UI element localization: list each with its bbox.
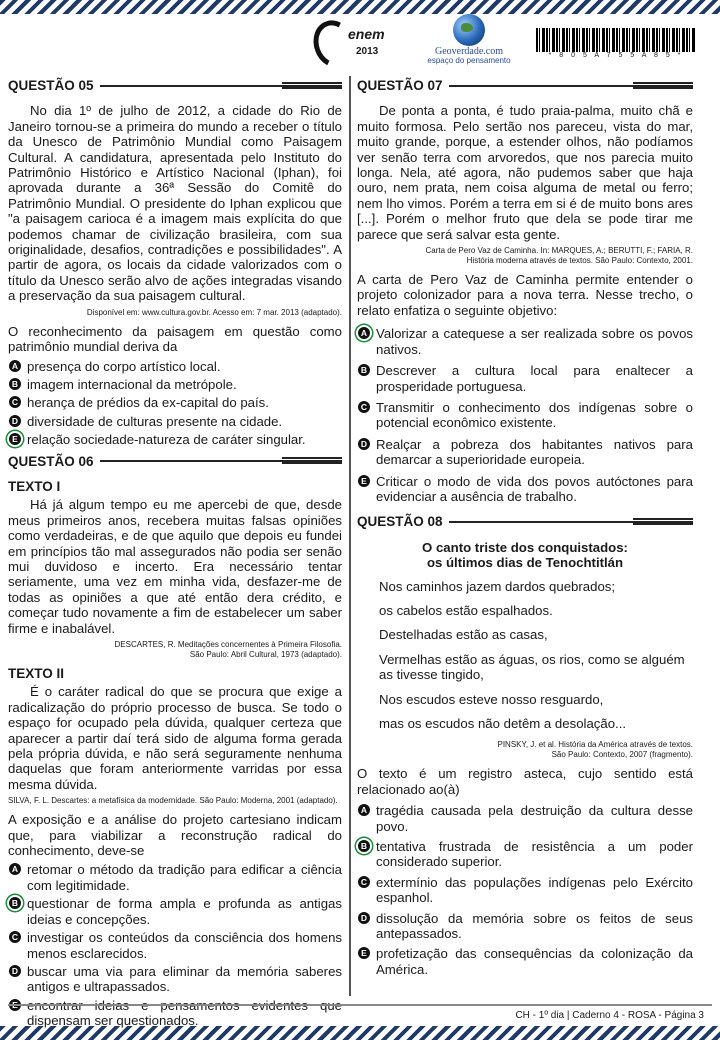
barcode [536, 28, 696, 52]
option-b[interactable] [357, 839, 693, 870]
option-d[interactable] [8, 414, 342, 429]
option-text: tentativa frustrada de resistência a um poder considerado superior. [376, 839, 693, 870]
option-text: herança de prédios da ex-capital do país. [27, 395, 269, 411]
poem-line: os cabelos estão espalhados. [379, 602, 553, 618]
logo-word: enem [348, 26, 385, 42]
option-text: tragédia causada pela destruição da cultura desse povo. [376, 803, 693, 834]
page-footer: CH - 1º dia | Caderno 4 - ROSA - Página 3 [515, 1010, 704, 1021]
option-b[interactable] [8, 377, 342, 392]
option-text: Transmitir o conhecimento dos indígenas sobre o potencial econômico existente. [376, 399, 693, 431]
option-letter-marked: B [9, 897, 21, 909]
question-number: QUESTÃO 05 [8, 78, 94, 93]
question-07-stem: A carta de Pero Vaz de Caminha permite entender o projeto colonizador para a nova terra. Nesse trecho, o relato enfatiza o seguinte objetivo: [357, 272, 693, 318]
question-number: QUESTÃO 07 [357, 78, 443, 93]
option-text: relação sociedade-natureza de caráter singular. [27, 432, 306, 448]
option-d[interactable] [357, 911, 693, 942]
watermark-site: Geoverdade.com [434, 46, 504, 57]
option-a[interactable] [8, 862, 342, 893]
column-divider [349, 76, 351, 996]
question-07-heading [357, 78, 693, 93]
option-text: Realçar a pobreza dos habitantes nativos para demarcar a superioridade europeia. [376, 436, 693, 468]
texto-2: É o caráter radical do que se procura que exige a radicalização do próprio processo de busca. Se todo o espaço for ocupado pela dúvida, qualquer certeza que aparecer a partir daí terá sido de alguma forma gerada pela própria dúvida, e não será seguramente nenhuma daquelas que foram anteriormente varridas por essa mesma dúvida. [8, 684, 342, 792]
footer-rule [8, 1004, 712, 1006]
heading-rule [100, 460, 342, 462]
question-number: QUESTÃO 08 [357, 514, 443, 530]
option-letter: C [9, 931, 21, 943]
option-letter: E [358, 947, 370, 959]
option-c[interactable] [357, 400, 693, 431]
question-08-heading [357, 514, 693, 529]
option-text: Criticar o modo de vida dos povos autóctones para evidenciar a ausência de trabalho. [376, 473, 693, 504]
option-letter: D [9, 415, 21, 427]
option-text: retomar o método da tradição para edificar a ciência com legitimidade. [27, 862, 342, 893]
texto-2-source: SILVA, F. L. Descartes: a metafísica da modernidade. São Paulo: Moderna, 2001 (adaptado). [8, 796, 338, 806]
heading-rule [449, 521, 693, 523]
enem-logo [314, 20, 394, 64]
question-05-source: Disponível em: www.cultura.gov.br. Acesso em: 7 mar. 2013 (adaptado). [86, 307, 342, 317]
option-text: extermínio das populações indígenas pelo Exército espanhol. [376, 874, 693, 906]
option-text: Valorizar a catequese a ser realizada sobre os povos nativos. [376, 326, 693, 357]
question-08-source-publisher: São Paulo: Contexto, 2007 (fragmento). [551, 750, 693, 760]
option-letter: A [9, 863, 21, 875]
texto-1-source: DESCARTES, R. Meditações concernentes à Primeira Filosofia. [114, 640, 342, 649]
question-06-stem: A exposição e a análise do projeto cartesiano indicam que, para viabilizar a reconstrução radical do conhecimento, deve-se [8, 812, 342, 859]
texto-2-label: TEXTO II [8, 666, 65, 681]
poem-line: Destelhadas estão as casas, [379, 627, 548, 643]
question-07-source: Carta de Pero Vaz de Caminha. In: MARQUES, A.; BERUTTI, F.; FARIA, R. [425, 246, 693, 256]
texto-1: Há já algum tempo eu me apercebi de que, desde meus primeiros anos, recebera muitas falsas opiniões como verdadeiras, e de que aquilo que depois eu fundei em princípios tão mal assegurados não podia ser senão mui duvidoso e incerto. Era necessário tentar seriamente, uma vez em minha vida, desfazer-me de todas as opiniões a que até então dera crédito, e começar tudo novamente a fim de estabelecer um saber firme e inabalável. [8, 497, 342, 636]
question-08-stem: O texto é um registro asteca, cujo sentido está relacionado ao(à) [357, 766, 693, 797]
option-text: presença do corpo artístico local. [27, 358, 221, 374]
barcode-number: * 8 0 5 A 7 5 5 A 8 5 * [548, 52, 684, 59]
option-letter: C [358, 401, 370, 413]
question-05-options [8, 359, 342, 448]
option-c[interactable] [8, 395, 342, 410]
left-column [8, 76, 342, 1032]
question-05-stem: O reconhecimento da paisagem em questão como patrimônio mundial deriva da [8, 323, 342, 355]
option-letter: C [9, 396, 21, 408]
watermark-geoverdade [424, 14, 514, 70]
option-letter-marked: B [358, 840, 370, 852]
poem-title-line-2: os últimos dias de Tenochtitlán [426, 555, 624, 571]
option-d[interactable] [357, 437, 693, 468]
question-08-source: PINSKY, J. et al. História da América através de textos. [497, 740, 693, 750]
option-text: buscar uma via para eliminar da memória saberes antigos e ultrapassados. [27, 963, 342, 995]
option-letter: E [358, 475, 370, 487]
question-06-heading [8, 454, 342, 469]
question-number: QUESTÃO 06 [8, 453, 94, 469]
option-c[interactable] [357, 875, 693, 906]
poem-line: mas os escudos não detêm a desolação... [379, 716, 627, 731]
option-text: diversidade de culturas presente na cidade. [27, 413, 283, 429]
option-a[interactable] [357, 803, 693, 834]
poem-title [357, 540, 693, 571]
logo-year: 2013 [356, 46, 379, 57]
globe-icon [453, 14, 485, 46]
question-05-heading [8, 78, 342, 93]
option-e[interactable] [8, 998, 342, 1029]
option-letter: D [358, 912, 370, 924]
question-05-text: No dia 1º de julho de 2012, a cidade do Rio de Janeiro tornou-se a primeira do mundo a receber o título da Unesco de Patrimônio Mundial como Paisagem Cultural. A candidatura, apresentada pelo Instituto do Patrimônio Histórico e Artístico Nacional (Iphan), foi aprovada durante a 36ª Sessão do Comitê do Patrimônio Mundial. O presidente do Iphan explicou que "a paisagem carioca é a imagem mais explícita do que podemos chamar de civilização brasileira, com sua originalidade, desafios, contradições e possibilidades". A partir de agora, os locais da cidade valorizados com o título da Unesco serão alvo de ações integradas visando a preservação da sua paisagem cultural. [8, 103, 342, 304]
option-letter: B [9, 378, 21, 390]
question-07-text: De ponta a ponta, é tudo praia-palma, muito chã e muito formosa. Pelo sertão nos pareceu, vista do mar, muito grande, porque, a estender olhos, não podíamos ver senão terra com arvoredos, que nos parecia muito longa. Nela, até agora, não pudemos saber que haja ouro, nem prata, nem coisa alguma de metal ou ferro; nem lho vimos. Porém a terra em si é de muito bons ares [...]. Porém o melhor fruto que dela se pode tirar me parece que será salvar esta gente. [357, 103, 693, 242]
watermark-sub: espaço do pensamento [427, 56, 511, 65]
option-b[interactable] [357, 363, 693, 394]
heading-rule [449, 85, 693, 87]
option-letter-marked: A [358, 327, 370, 339]
poem-line: Nos escudos esteve nosso resguardo, [379, 691, 604, 707]
option-text: Descrever a cultura local para enaltecer a prosperidade portuguesa. [376, 363, 693, 394]
texto-1-source-publisher: São Paulo: Abril Cultural, 1973 (adaptado). [189, 650, 342, 659]
question-07-source-publisher: História moderna através de textos. São Paulo: Contexto, 2001. [466, 256, 693, 266]
option-e[interactable] [357, 946, 693, 977]
option-letter: B [358, 364, 370, 376]
option-b[interactable] [8, 896, 342, 927]
question-08-options [357, 803, 693, 977]
enem-logo-icon [307, 15, 361, 74]
option-a[interactable] [8, 359, 342, 374]
option-text: imagem internacional da metrópole. [27, 376, 237, 392]
option-a[interactable] [357, 326, 693, 357]
option-letter: A [358, 804, 370, 816]
option-text: dissolução da memória sobre os feitos de seus antepassados. [376, 910, 693, 942]
option-d[interactable] [8, 964, 342, 995]
right-column [357, 76, 693, 982]
poem-line: Vermelhas estão as águas, os rios, como se alguém as tivesse tingido, [379, 651, 685, 683]
question-07-options [357, 326, 693, 504]
top-border-stripe [0, 0, 720, 14]
option-letter: D [9, 965, 21, 977]
option-e[interactable] [8, 432, 342, 447]
option-text: profetização das consequências da colonização da América. [376, 946, 693, 977]
option-letter: A [9, 360, 21, 372]
page-header [0, 14, 720, 74]
option-text: investigar os conteúdos da consciência dos homens menos esclarecidos. [27, 930, 342, 961]
heading-rule [100, 85, 342, 87]
option-letter: C [358, 876, 370, 888]
poem-title-line-1: O canto triste dos conquistados: [422, 539, 628, 555]
option-e[interactable] [357, 474, 693, 505]
option-letter: D [358, 438, 370, 450]
option-c[interactable] [8, 930, 342, 961]
option-text: questionar de forma ampla e profunda as antigas ideias e concepções. [27, 896, 342, 927]
texto-1-label: TEXTO I [8, 478, 61, 494]
option-text: dispensam ser questionados. [27, 1013, 199, 1029]
option-letter-marked: E [9, 433, 21, 445]
poem-line: Nos caminhos jazem dardos quebrados; [379, 578, 616, 594]
